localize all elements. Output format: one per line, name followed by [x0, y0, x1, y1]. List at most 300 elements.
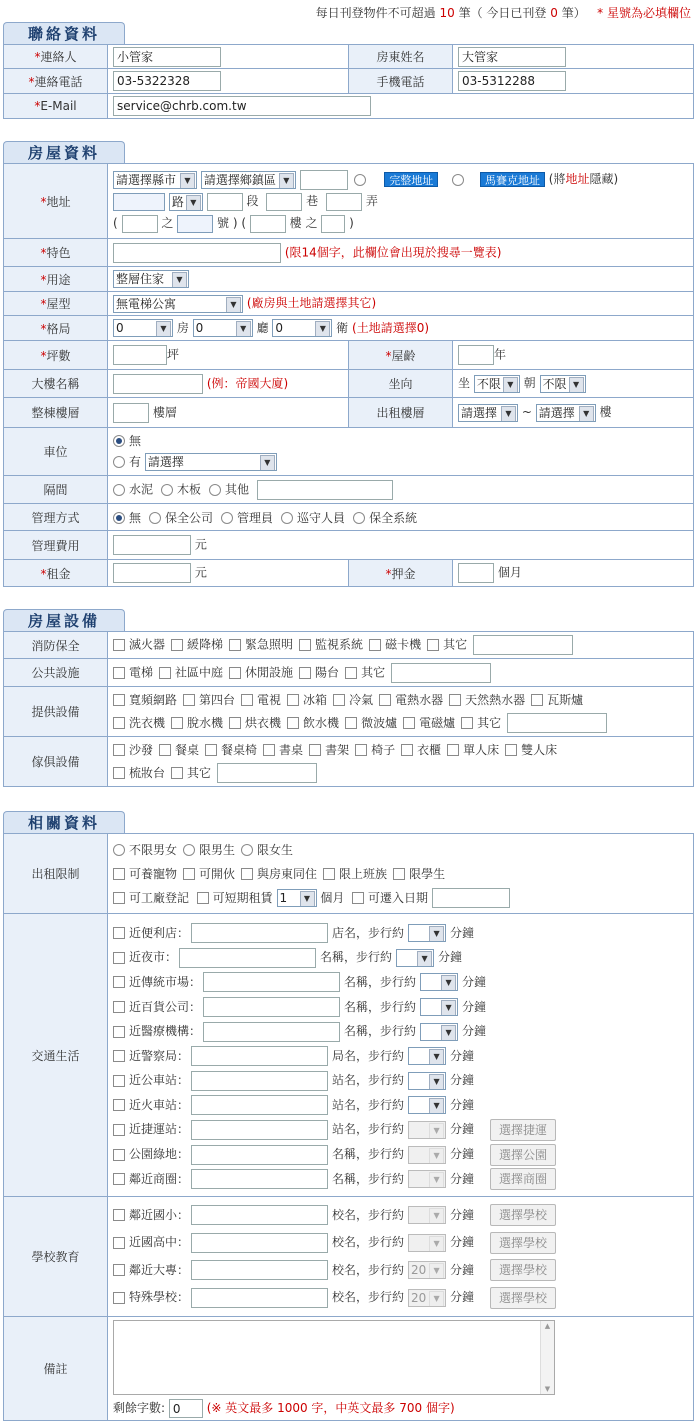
school-walk-label: 校名，步行約 [332, 1207, 405, 1222]
traffic-life-checkbox[interactable] [113, 1173, 125, 1185]
mobile-phone-input[interactable]: 03-5312288 [458, 71, 566, 91]
rent-floor-from-select[interactable]: 請選擇 ▼ [458, 404, 518, 422]
provided-equipment-label: 提供設備 [4, 687, 108, 737]
provided-equipment-row2-other-input[interactable] [507, 713, 607, 733]
house-age-label: *屋齡 [349, 341, 453, 370]
usage-label: *用途 [4, 267, 108, 292]
management-radio-label: 保全公司 [165, 510, 214, 525]
partition-other-input[interactable] [257, 480, 393, 500]
fire-safety-checkbox-label: 監視系統 [315, 637, 364, 652]
section-input[interactable] [207, 193, 243, 211]
partition-radio-label: 其他 [225, 482, 250, 496]
provided-equipment-row2-checkbox-3[interactable] [229, 717, 241, 729]
parking-label: 車位 [4, 428, 108, 476]
public-facility-checkbox-3[interactable] [229, 667, 241, 679]
public-facility-checkbox-label: 陽台 [315, 665, 340, 679]
house-age-input[interactable] [458, 345, 494, 365]
traffic-life-name-input[interactable] [203, 997, 340, 1017]
public-facility-checkbox-label: 休閒設施 [245, 665, 294, 679]
rent-floor-to-select[interactable]: 請選擇 ▼ [536, 404, 596, 422]
provided-equipment-checkbox-label: 冰箱 [303, 692, 328, 707]
school-select-button[interactable]: 選擇學校 [490, 1204, 556, 1226]
traffic-life-walk-label: 名稱，步行約 [344, 974, 417, 989]
traffic-life-minutes-select[interactable] [420, 973, 458, 991]
hide-address-note: (將地址隱藏) [548, 172, 619, 186]
management-radio-2[interactable] [149, 512, 161, 524]
required-fields-note: * 星號為必填欄位 [597, 6, 691, 20]
traffic-life-name-input[interactable] [179, 948, 316, 968]
traffic-life-row [113, 1068, 693, 1093]
management-label: 管理方式 [4, 504, 108, 531]
traffic-life-select-button[interactable]: 選擇商圈 [490, 1168, 556, 1190]
public-facility-checkbox-label: 電梯 [129, 665, 154, 679]
traffic-life-name-input[interactable] [191, 1145, 328, 1165]
provided-equipment-row2-checkbox-label: 微波爐 [361, 715, 398, 730]
traffic-life-row [113, 921, 693, 946]
school-checkbox[interactable] [113, 1292, 125, 1304]
usage-select[interactable]: 整層住家 ▼ [113, 270, 189, 288]
furniture-row2-checkbox-label: 其它 [187, 765, 212, 780]
school-minutes-select: 20 ▼ [408, 1261, 446, 1279]
rental-limit-checkbox-label: 可養寵物 [129, 866, 178, 881]
furniture-checkbox-label: 書架 [325, 742, 350, 757]
school-select-button[interactable]: 選擇學校 [490, 1259, 556, 1281]
traffic-life-row [113, 1142, 693, 1167]
partition-label: 隔間 [4, 476, 108, 504]
rental-limit-checkbox-4[interactable] [323, 868, 335, 880]
city-select[interactable]: 請選擇縣市 ▼ [113, 171, 197, 189]
furniture-row2-checkbox-label: 梳妝台 [129, 765, 166, 780]
provided-equipment-row2-checkbox-label: 洗衣機 [129, 715, 166, 730]
move-in-date-input[interactable] [432, 888, 510, 908]
rental-limit-checkbox-3[interactable] [241, 868, 253, 880]
fire-safety-checkbox-5[interactable] [369, 639, 381, 651]
provided-equipment-row2-checkbox-4[interactable] [287, 717, 299, 729]
management-radio-label: 保全系統 [369, 510, 418, 525]
school-name-input[interactable] [191, 1288, 328, 1308]
traffic-life-walk-label: 站名，步行約 [332, 1073, 405, 1088]
traffic-life-name: 近便利店： [129, 925, 190, 940]
partition-radio-2[interactable] [161, 484, 173, 496]
facility-table [3, 631, 694, 787]
section-label: 段 [246, 194, 259, 208]
contact-phone-input[interactable]: 03-5322328 [113, 71, 221, 91]
town-select[interactable]: 請選擇鄉鎮區 ▼ [201, 171, 296, 189]
parking-type-select[interactable]: 請選擇 ▼ [145, 453, 277, 471]
traffic-life-name-input[interactable] [191, 1169, 328, 1189]
traffic-life-checkbox[interactable] [113, 952, 125, 964]
provided-equipment-row2-checkbox-label: 其它 [477, 715, 502, 730]
lane-input[interactable] [266, 193, 302, 211]
email-label: *E-Mail [4, 94, 108, 119]
gender-limit-label: 限女生 [257, 842, 294, 857]
provided-equipment-checkbox-4[interactable] [287, 694, 299, 706]
house-table: *地址 請選擇縣市 ▼ 請選擇鄉鎮區 ▼ 完整地址 馬賽克地址 (將地址隱藏) 路 ▼ 段 巷 弄 ( 之 號 ) ( 樓 之 ) *特色 (限14個字，此欄位會出現於搜尋一覽表) *用途 整層住家 ▼ *屋型 無電梯公寓 ▼ (廠房與土地請選擇其它) *格局 0 ▼ 房 0 ▼ 廳 0 ▼ 衛 (土地請選擇0) *坪數 坪 *屋齡 年 大樓名稱 (例：帝國大廈) 坐向 坐 不限 ▼ 朝 不限 ▼ 整棟樓層 樓層 出租樓層 請選擇 ▼ ~ 請選擇 ▼ 樓 車位 無 有 請選擇 ▼ 隔間 水泥 木板 其他 管理方式 無 保全公司 管理員 巡守人員 保全系統 管理費用 元 *租金 元 *押金 個月 [3, 163, 694, 587]
fire-safety-checkbox-label: 磁卡機 [385, 637, 422, 652]
provided-equipment-row2-checkbox-1[interactable] [113, 717, 125, 729]
deposit-input[interactable] [458, 563, 494, 583]
remaining-chars-input: 0 [169, 1399, 203, 1418]
traffic-life-name: 近百貨公司： [129, 999, 202, 1014]
contact-phone-label: *連絡電話 [4, 69, 108, 94]
traffic-life-name: 公園綠地： [129, 1147, 190, 1162]
road-input[interactable] [113, 193, 165, 211]
public-facility-checkbox-5[interactable] [345, 667, 357, 679]
furniture-checkbox-3[interactable] [205, 744, 217, 756]
furniture-checkbox-7[interactable] [401, 744, 413, 756]
provided-equipment-row2-checkbox-6[interactable] [403, 717, 415, 729]
management-radio-5[interactable] [353, 512, 365, 524]
public-facility-label: 公共設施 [4, 659, 108, 687]
fire-safety-checkbox-6[interactable] [427, 639, 439, 651]
fire-safety-checkbox-1[interactable] [113, 639, 125, 651]
traffic-life-name-input[interactable] [191, 1095, 328, 1115]
fire-safety-label: 消防保全 [4, 632, 108, 659]
number-sub-input[interactable] [177, 215, 213, 233]
partition-radio-label: 水泥 [129, 482, 154, 496]
management-radio-1[interactable] [113, 512, 125, 524]
fire-safety-checkbox-2[interactable] [171, 639, 183, 651]
remark-scrollbar[interactable]: ▲ ▼ [540, 1321, 554, 1394]
traffic-life-row [113, 945, 693, 970]
traffic-life-select-button[interactable]: 選擇公園 [490, 1144, 556, 1166]
area-input[interactable] [113, 345, 167, 365]
furniture-checkbox-label: 單人床 [463, 742, 500, 757]
building-name-input[interactable] [113, 374, 203, 394]
fire-safety-checkbox-4[interactable] [299, 639, 311, 651]
traffic-life-walk-label: 名稱，步行約 [344, 999, 417, 1014]
partition-options [108, 476, 694, 504]
rental-limit-checkbox-label: 可開伙 [199, 866, 236, 881]
provided-equipment-row2-checkbox-7[interactable] [461, 717, 473, 729]
school-minutes-select: 20 ▼ [408, 1289, 446, 1307]
furniture-checkbox-9[interactable] [505, 744, 517, 756]
traffic-life-row [113, 970, 693, 995]
school-name: 鄰近大專： [129, 1262, 190, 1277]
traffic-life-list [108, 914, 694, 1197]
school-minutes-unit: 分鐘 [450, 1290, 475, 1304]
traffic-life-checkbox[interactable] [113, 1099, 125, 1111]
school-checkbox[interactable] [113, 1237, 125, 1249]
fire-safety-checkbox-3[interactable] [229, 639, 241, 651]
school-name-input[interactable] [191, 1260, 328, 1280]
building-name-label: 大樓名稱 [4, 370, 108, 398]
floor-input[interactable] [250, 215, 286, 233]
number-input[interactable] [122, 215, 158, 233]
provided-equipment-checkbox-label: 冷氣 [349, 692, 374, 707]
management-fee-input[interactable] [113, 535, 191, 555]
public-facility-checkbox-label: 其它 [361, 665, 386, 679]
public-facility-other-input[interactable] [391, 663, 491, 683]
provided-equipment-checkbox-5[interactable] [333, 694, 345, 706]
traffic-life-minutes-select[interactable] [396, 949, 434, 967]
provided-equipment-checkbox-7[interactable] [449, 694, 461, 706]
traffic-life-checkbox[interactable] [113, 1075, 125, 1087]
traffic-life-minutes-select [408, 1170, 446, 1188]
school-name: 近國高中： [129, 1235, 190, 1249]
house-type-label: *屋型 [4, 292, 108, 316]
partition-radio-label: 木板 [177, 482, 202, 496]
furniture-checkbox-4[interactable] [263, 744, 275, 756]
furniture-row2-checkbox-1[interactable] [113, 767, 125, 779]
management-radio-label: 管理員 [237, 510, 274, 525]
total-floors-input[interactable] [113, 403, 149, 423]
traffic-life-label: 交通生活 [4, 914, 108, 1197]
provided-equipment-checkbox-label: 瓦斯爐 [547, 692, 584, 707]
provided-equipment-checkbox-1[interactable] [113, 694, 125, 706]
traffic-life-checkbox[interactable] [113, 1124, 125, 1136]
public-facility-checkbox-4[interactable] [299, 667, 311, 679]
traffic-life-select-button[interactable]: 選擇捷運 [490, 1119, 556, 1141]
rental-limit-label: 出租限制 [4, 834, 108, 914]
furniture-row2-checkbox-2[interactable] [171, 767, 183, 779]
traffic-life-walk-label: 站名，步行約 [332, 1122, 405, 1137]
furniture-checkbox-label: 書桌 [279, 742, 304, 757]
alley-input[interactable] [326, 193, 362, 211]
furniture-checkbox-label: 衣櫃 [417, 742, 442, 757]
building-name-note: (例：帝國大廈) [206, 376, 289, 390]
provided-equipment-row2-checkbox-5[interactable] [345, 717, 357, 729]
layout-label: *格局 [4, 316, 108, 341]
contact-table [3, 44, 694, 119]
school-row [113, 1284, 693, 1312]
remark-label: 備註 [4, 1317, 108, 1421]
traffic-life-walk-label: 站名，步行約 [332, 1097, 405, 1112]
school-minutes-select [408, 1234, 446, 1252]
room-select[interactable]: 0 ▼ [113, 319, 173, 337]
parking-none-radio[interactable] [113, 435, 125, 447]
landlord-name-input[interactable]: 大管家 [458, 47, 566, 67]
management-radio-4[interactable] [281, 512, 293, 524]
mosaic-address-radio[interactable] [452, 174, 464, 186]
section-header-contact: 聯絡資料 [3, 22, 125, 45]
rent-label: *租金 [4, 560, 108, 587]
rental-limit-checkbox-label: 與房東同住 [257, 866, 318, 881]
traffic-life-minutes-unit: 分鐘 [462, 999, 487, 1014]
school-minutes-select [408, 1206, 446, 1224]
fire-safety-checkbox-label: 緩降梯 [187, 637, 224, 652]
school-row [113, 1229, 693, 1257]
traffic-life-minutes-select[interactable] [408, 1072, 446, 1090]
school-name-input[interactable] [191, 1233, 328, 1253]
remark-textarea[interactable] [113, 1320, 555, 1395]
provided-equipment-checkbox-6[interactable] [379, 694, 391, 706]
traffic-life-minutes-unit: 分鐘 [450, 925, 475, 940]
traffic-life-name: 近醫療機構： [129, 1024, 202, 1039]
traffic-life-checkbox[interactable] [113, 1026, 125, 1038]
rental-limit-checkbox-label: 限學生 [409, 866, 446, 881]
traffic-life-minutes-unit: 分鐘 [450, 1073, 475, 1088]
gender-limit-radio-1[interactable] [113, 844, 125, 856]
school-name: 特殊學校： [129, 1290, 190, 1304]
provided-equipment-checkbox-3[interactable] [241, 694, 253, 706]
feature-label: *特色 [4, 239, 108, 267]
deposit-label: *押金 [349, 560, 453, 587]
lane-label: 巷 [306, 194, 319, 208]
parking-has-radio[interactable] [113, 456, 125, 468]
gender-limit-radio-3[interactable] [241, 844, 253, 856]
furniture-checkbox-label: 雙人床 [521, 742, 558, 757]
partition-radio-3[interactable] [209, 484, 221, 496]
traffic-life-minutes-select[interactable] [420, 998, 458, 1016]
management-radio-label: 巡守人員 [297, 510, 346, 525]
fire-safety-other-input[interactable] [473, 635, 573, 655]
short-term-checkbox[interactable] [197, 892, 209, 904]
traffic-life-minutes-unit: 分鐘 [450, 1097, 475, 1112]
section-header-house: 房屋資料 [3, 141, 125, 164]
total-floors-label: 整棟樓層 [4, 398, 108, 428]
traffic-life-row [113, 995, 693, 1020]
traffic-life-minutes-select[interactable] [408, 1096, 446, 1114]
school-select-button[interactable]: 選擇學校 [490, 1232, 556, 1254]
traffic-life-name-input[interactable] [191, 1071, 328, 1091]
hall-select[interactable]: 0 ▼ [193, 319, 253, 337]
house-type-select[interactable]: 無電梯公寓 ▼ [113, 295, 243, 313]
school-name-input[interactable] [191, 1205, 328, 1225]
traffic-life-minutes-unit: 分鐘 [438, 950, 463, 965]
short-term-months-select[interactable]: 1 ▼ [277, 889, 317, 907]
traffic-life-minutes-unit: 分鐘 [462, 974, 487, 989]
traffic-life-name: 近警察局： [129, 1048, 190, 1063]
management-options [108, 504, 694, 531]
traffic-life-row [113, 1167, 693, 1192]
provided-equipment-row2-checkbox-label: 飲水機 [303, 715, 340, 730]
traffic-life-row [113, 1019, 693, 1044]
traffic-life-minutes-unit: 分鐘 [450, 1122, 475, 1137]
traffic-life-checkbox[interactable] [113, 1050, 125, 1062]
furniture-checkbox-label: 椅子 [371, 742, 396, 757]
gender-limit-label: 不限男女 [129, 842, 178, 857]
today-posted-count: 0 [550, 6, 558, 20]
management-fee-label: 管理費用 [4, 531, 108, 560]
partition-radio-1[interactable] [113, 484, 125, 496]
remark-limit-note: (※ 英文最多 1000 字，中英文最多 700 個字) [206, 1401, 455, 1415]
traffic-life-walk-label: 名稱，步行約 [332, 1171, 405, 1186]
furniture-label: 傢俱設備 [4, 737, 108, 787]
school-checkbox[interactable] [113, 1209, 125, 1221]
traffic-life-row [113, 1117, 693, 1142]
school-walk-label: 校名，步行約 [332, 1235, 405, 1249]
orientation-label: 坐向 [349, 370, 453, 398]
traffic-life-minutes-unit: 分鐘 [450, 1048, 475, 1063]
traffic-life-checkbox[interactable] [113, 1001, 125, 1013]
school-select-button[interactable]: 選擇學校 [490, 1287, 556, 1309]
sit-direction-select[interactable]: 不限 ▼ [474, 375, 520, 393]
traffic-life-checkbox[interactable] [113, 927, 125, 939]
provided-equipment-checkbox-2[interactable] [183, 694, 195, 706]
mosaic-address-button[interactable]: 馬賽克地址 [480, 172, 545, 187]
traffic-life-minutes-select [408, 1146, 446, 1164]
floor-sub-input[interactable] [321, 215, 345, 233]
fire-safety-checkbox-label: 其它 [443, 637, 468, 652]
fire-safety-options [108, 632, 694, 659]
school-name: 鄰近國小： [129, 1207, 190, 1222]
rental-limit-checkbox-2[interactable] [183, 868, 195, 880]
school-checkbox[interactable] [113, 1264, 125, 1276]
traffic-life-walk-label: 名稱，步行約 [332, 1147, 405, 1162]
traffic-life-minutes-unit: 分鐘 [462, 1024, 487, 1039]
management-radio-3[interactable] [221, 512, 233, 524]
school-walk-label: 校名，步行約 [332, 1262, 405, 1277]
rent-input[interactable] [113, 563, 191, 583]
furniture-checkbox-6[interactable] [355, 744, 367, 756]
public-facility-checkbox-2[interactable] [159, 667, 171, 679]
public-facility-options [108, 659, 694, 687]
traffic-life-minutes-unit: 分鐘 [450, 1171, 475, 1186]
email-input[interactable]: service@chrb.com.tw [113, 96, 371, 116]
public-facility-checkbox-1[interactable] [113, 667, 125, 679]
public-facility-checkbox-label: 社區中庭 [175, 665, 224, 679]
traffic-life-name-input[interactable] [191, 923, 328, 943]
traffic-life-checkbox[interactable] [113, 976, 125, 988]
furniture-row2-other-input[interactable] [217, 763, 317, 783]
area-label: *坪數 [4, 341, 108, 370]
rental-limit-checkbox-1[interactable] [113, 868, 125, 880]
traffic-life-name-input[interactable] [191, 1046, 328, 1066]
school-list [108, 1197, 694, 1317]
traffic-life-name-input[interactable] [203, 972, 340, 992]
furniture-checkbox-1[interactable] [113, 744, 125, 756]
traffic-life-name: 近火車站： [129, 1097, 190, 1112]
furniture-checkbox-2[interactable] [159, 744, 171, 756]
rent-floor-label: 出租樓層 [349, 398, 453, 428]
provided-equipment-row2-checkbox-2[interactable] [171, 717, 183, 729]
traffic-life-minutes-select[interactable] [408, 924, 446, 942]
road-name-input[interactable] [300, 170, 348, 190]
traffic-life-name: 近傳統市場： [129, 974, 202, 989]
traffic-life-name: 鄰近商圈： [129, 1171, 190, 1186]
rental-limit-checkbox-5[interactable] [393, 868, 405, 880]
traffic-life-minutes-select[interactable] [408, 1047, 446, 1065]
contact-person-label: *連絡人 [4, 45, 108, 69]
gender-limit-radio-2[interactable] [183, 844, 195, 856]
section-header-related: 相關資料 [3, 811, 125, 834]
furniture-checkbox-5[interactable] [309, 744, 321, 756]
gender-limit-label: 限男生 [199, 842, 236, 857]
daily-limit-note: 每日刊登物件不可超過 10 筆（ 今日已刊登 0 筆） * 星號為必填欄位 [315, 6, 691, 20]
factory-register-checkbox[interactable] [113, 892, 125, 904]
furniture-checkbox-label: 餐桌 [175, 742, 200, 757]
provided-equipment-checkbox-8[interactable] [531, 694, 543, 706]
provided-equipment-checkbox-label: 電視 [257, 692, 282, 707]
full-address-radio[interactable] [354, 174, 366, 186]
feature-input[interactable] [113, 243, 281, 263]
traffic-life-walk-label: 名稱，步行約 [344, 1024, 417, 1039]
move-in-date-checkbox[interactable] [352, 892, 364, 904]
road-type-select[interactable]: 路 ▼ [169, 193, 203, 211]
fire-safety-checkbox-label: 滅火器 [129, 637, 166, 652]
traffic-life-name-input[interactable] [191, 1120, 328, 1140]
remaining-chars-label: 剩餘字數: [113, 1401, 166, 1415]
school-row [113, 1202, 693, 1230]
contact-person-input[interactable]: 小管家 [113, 47, 221, 67]
provided-equipment-row2-checkbox-label: 烘衣機 [245, 715, 282, 730]
face-direction-select[interactable]: 不限 ▼ [540, 375, 586, 393]
provided-equipment-checkbox-label: 電熱水器 [395, 692, 444, 707]
full-address-button[interactable]: 完整地址 [384, 172, 438, 187]
provided-equipment-checkbox-label: 第四台 [199, 692, 236, 707]
traffic-life-name-input[interactable] [203, 1022, 340, 1042]
landlord-name-label: 房東姓名 [349, 45, 453, 69]
traffic-life-minutes-select[interactable] [420, 1023, 458, 1041]
daily-limit-count: 10 [439, 6, 455, 20]
house-type-note: (廠房與土地請選擇其它) [246, 296, 377, 311]
bath-select[interactable]: 0 ▼ [272, 319, 332, 337]
furniture-checkbox-8[interactable] [447, 744, 459, 756]
layout-note: (土地請選擇0) [352, 320, 430, 335]
traffic-life-checkbox[interactable] [113, 1149, 125, 1161]
school-row [113, 1257, 693, 1285]
